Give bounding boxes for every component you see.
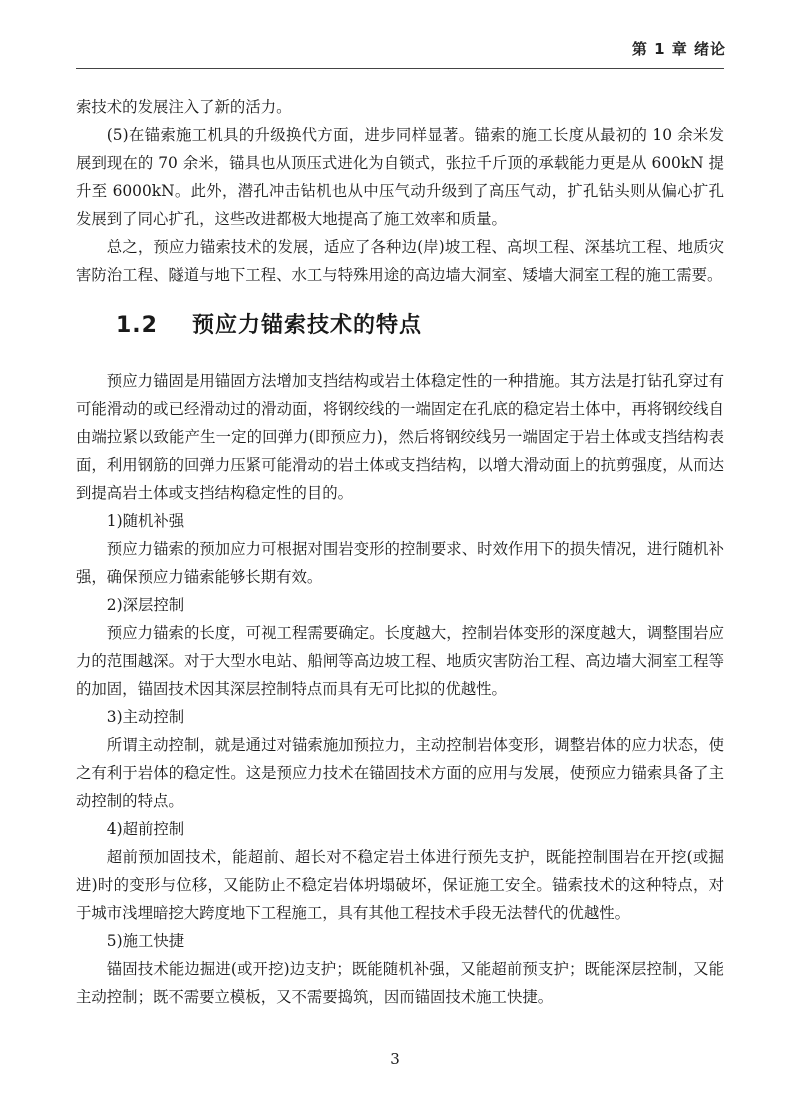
feature-text: 超前预加固技术，能超前、超长对不稳定岩土体进行预先支护，既能控制围岩在开挖(或掘进)时的变形与位移，又能防止不稳定岩体坍塌破坏，保证施工安全。锚索技术的这种特点，对于城市浅埋暗挖大跨度地下工程施工，具有其他工程技术手段无法替代的优越性。 bbox=[76, 848, 724, 922]
header-rule bbox=[76, 68, 724, 69]
feature-text: 所谓主动控制，就是通过对锚索施加预拉力，主动控制岩体变形，调整岩体的应力状态，使之有利于岩体的稳定性。这是预应力技术在锚固技术方面的应用与发展，使预应力锚索具备了主动控制的特点。 bbox=[76, 736, 724, 810]
section-intro: 预应力锚固是用锚固方法增加支挡结构或岩土体稳定性的一种措施。其方法是打钻孔穿过有可能滑动的或已经滑动过的滑动面，将钢绞线的一端固定在孔底的稳定岩土体中，再将钢绞线自由端拉紧以致能产生一定的回弹力(即预应力)，然后将钢绞线另一端固定于岩土体或支挡结构表面，利用钢筋的回弹力压紧可能滑动的岩土体或支挡结构，以增大滑动面上的抗剪强度，从而达到提高岩土体或支挡结构稳定性的目的。 bbox=[76, 372, 724, 502]
section-number: 1.2 bbox=[116, 313, 158, 338]
paragraph-continued: 索技术的发展注入了新的活力。 bbox=[76, 98, 292, 116]
feature-text: 锚固技术能边掘进(或开挖)边支护；既能随机补强，又能超前预支护；既能深层控制，又能主动控制；既不需要立模板，又不需要捣筑，因而锚固技术施工快捷。 bbox=[76, 960, 724, 1006]
feature-text: 预应力锚索的预加应力可根据对围岩变形的控制要求、时效作用下的损失情况，进行随机补强，确保预应力锚索能够长期有效。 bbox=[76, 540, 724, 586]
feature-heading: 2)深层控制 bbox=[106, 596, 185, 614]
paragraph-summary: 总之，预应力锚索技术的发展，适应了各种边(岸)坡工程、高坝工程、深基坑工程、地质灾害防治工程、隧道与地下工程、水工与特殊用途的高边墙大洞室、矮墙大洞室工程的施工需要。 bbox=[76, 238, 724, 284]
feature-text: 预应力锚索的长度，可视工程需要确定。长度越大，控制岩体变形的深度越大，调整围岩应力的范围越深。对于大型水电站、船闸等高边坡工程、地质灾害防治工程、高边墙大洞室工程等的加固，锚固技术因其深层控制特点而具有无可比拟的优越性。 bbox=[76, 624, 724, 698]
feature-heading: 4)超前控制 bbox=[106, 820, 185, 838]
feature-heading: 3)主动控制 bbox=[106, 708, 185, 726]
page-body bbox=[76, 93, 724, 1011]
section-title: 预应力锚索技术的特点 bbox=[191, 313, 422, 338]
paragraph-item-5: (5)在锚索施工机具的升级换代方面，进步同样显著。锚索的施工长度从最初的 10 余米发展到现在的 70 余米，锚具也从顶压式进化为自锁式，张拉千斤顶的承载能力更是从 600kN 提升至 6000kN。此外，潜孔冲击钻机也从中压气动升级到了高压气动，扩孔钻头则从偏心扩孔发展到了同心扩孔，这些改进都极大地提高了施工效率和质量。 bbox=[76, 126, 724, 228]
running-head: 第 1 章 绪论 bbox=[631, 40, 726, 58]
feature-heading: 1)随机补强 bbox=[106, 512, 185, 530]
page-number: 3 bbox=[390, 1050, 400, 1068]
section-heading bbox=[76, 311, 724, 341]
feature-heading: 5)施工快捷 bbox=[106, 932, 185, 950]
